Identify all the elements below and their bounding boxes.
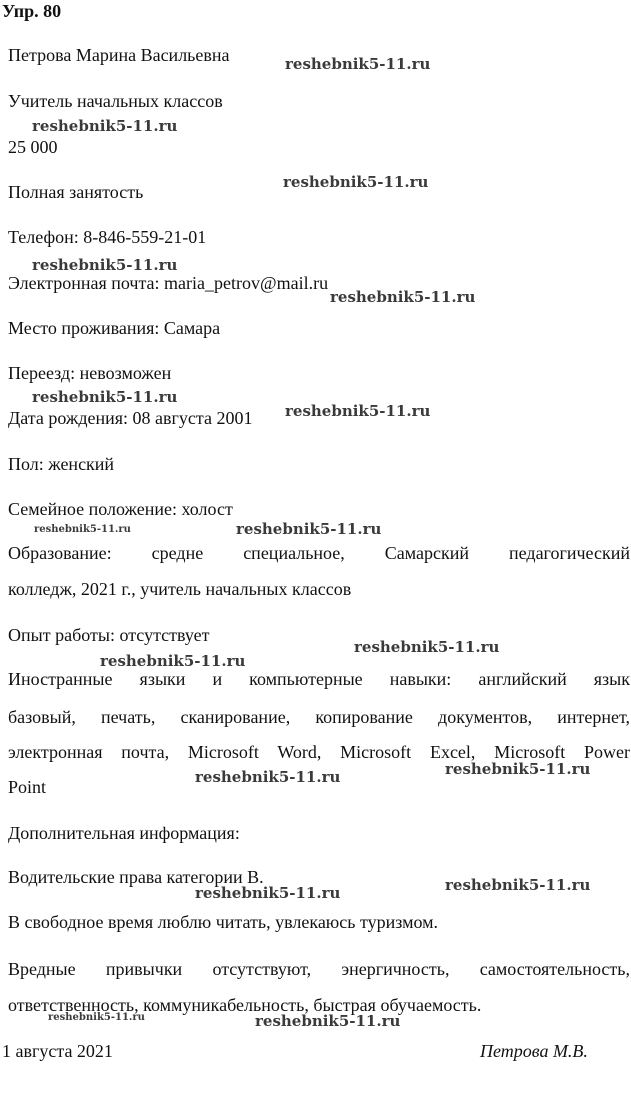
exercise-title: Упр. 80 xyxy=(2,1,62,21)
watermark: reshebnik5-11.ru xyxy=(445,760,591,778)
resume-email: Электронная почта: maria_petrov@mail.ru xyxy=(8,273,329,293)
resume-employment: Полная занятость xyxy=(8,182,144,202)
watermark: reshebnik5-11.ru xyxy=(32,388,178,406)
resume-license: Водительские права категории B. xyxy=(8,867,264,887)
resume-birthdate: Дата рождения: 08 августа 2001 xyxy=(8,408,253,428)
watermark: reshebnik5-11.ru xyxy=(255,1012,401,1030)
watermark: reshebnik5-11.ru xyxy=(32,256,178,274)
resume-traits-line-1: Вредные привычки отсутствуют, энергичность, самостоятельность, xyxy=(8,959,630,979)
resume-education-line-1: Образование: средне специальное, Самарский педагогический xyxy=(8,543,630,563)
watermark: reshebnik5-11.ru xyxy=(34,524,131,535)
watermark: reshebnik5-11.ru xyxy=(236,520,382,538)
watermark: reshebnik5-11.ru xyxy=(195,884,341,902)
resume-education-line-2: колледж, 2021 г., учитель начальных классов xyxy=(8,579,352,599)
resume-skills-line-4: Point xyxy=(8,777,47,797)
resume-marital-status: Семейное положение: холост xyxy=(8,499,233,519)
resume-position: Учитель начальных классов xyxy=(8,91,223,111)
watermark: reshebnik5-11.ru xyxy=(48,1012,145,1023)
watermark: reshebnik5-11.ru xyxy=(100,652,246,670)
resume-skills-line-3: электронная почта, Microsoft Word, Microsoft Excel, Microsoft Power xyxy=(8,742,630,762)
resume-traits-line-2: ответственность, коммуникабельность, быстрая обучаемость. xyxy=(8,995,482,1015)
watermark: reshebnik5-11.ru xyxy=(195,768,341,786)
resume-salary: 25 000 xyxy=(8,137,58,157)
watermark: reshebnik5-11.ru xyxy=(285,55,431,73)
signature-name: Петрова М.В. xyxy=(480,1041,588,1061)
watermark: reshebnik5-11.ru xyxy=(354,638,500,656)
watermark: reshebnik5-11.ru xyxy=(445,876,591,894)
resume-phone: Телефон: 8-846-559-21-01 xyxy=(8,227,207,247)
resume-relocation: Переезд: невозможен xyxy=(8,363,172,383)
resume-residence: Место проживания: Самара xyxy=(8,318,221,338)
signature-date: 1 августа 2021 xyxy=(2,1041,113,1061)
resume-gender: Пол: женский xyxy=(8,454,115,474)
resume-hobby: В свободное время люблю читать, увлекаюсь туризмом. xyxy=(8,912,439,932)
watermark: reshebnik5-11.ru xyxy=(283,173,429,191)
resume-skills-line-1: Иностранные языки и компьютерные навыки: английский язык xyxy=(8,669,630,689)
watermark: reshebnik5-11.ru xyxy=(32,117,178,135)
resume-experience: Опыт работы: отсутствует xyxy=(8,625,210,645)
resume-name: Петрова Марина Васильевна xyxy=(8,45,230,65)
watermark: reshebnik5-11.ru xyxy=(330,288,476,306)
watermark: reshebnik5-11.ru xyxy=(285,402,431,420)
resume-skills-line-2: базовый, печать, сканирование, копирование документов, интернет, xyxy=(8,707,630,727)
resume-additional-heading: Дополнительная информация: xyxy=(8,823,240,843)
